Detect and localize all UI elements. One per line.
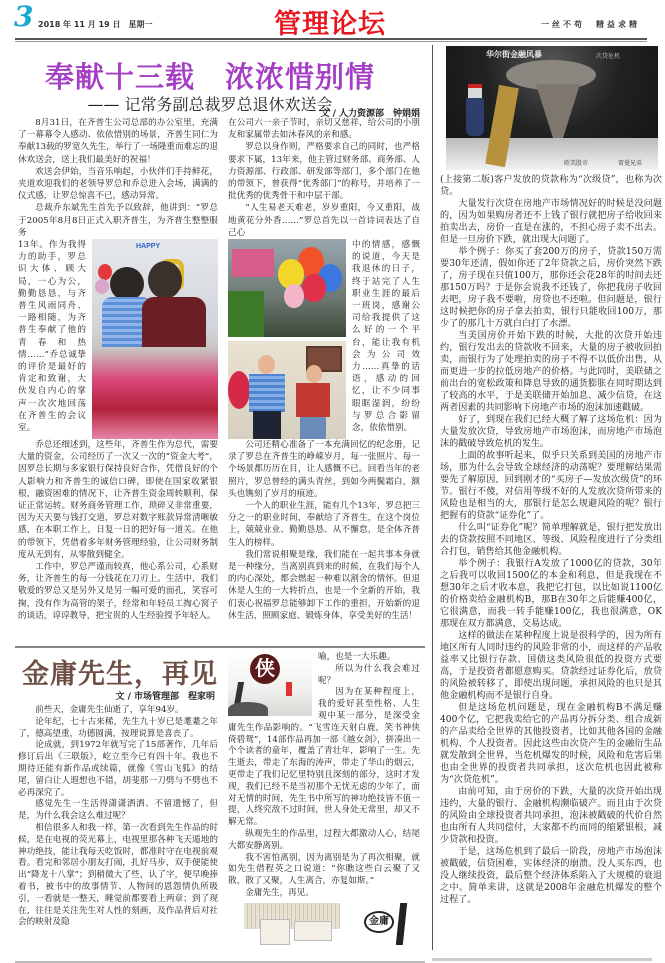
paragraph: 因为在某种程度上，我的爱好甚至性格、人生观中某一部分，是深受金庸先生作品影响的。“飞雪连天射白鹿，笑书神侠倚碧鸳”，14部作品再加一部《越女剑》，拼凑出一个个读者的童年，覆盖了青壮年，影响了一生。先生逝去，带走了东海的涛声，带走了华山的烟云，更带走了我们记忆里特别且深刻的部分，这时才发现，我们已经不是当初那个无忧无虑的少年了，面对无情的时间，先生书中所写的神功绝技皆不值一提，人终究敌不过时间，世人身处无常里，却又不解无常。 xyxy=(228,687,420,828)
screen xyxy=(232,249,274,277)
header-rule-thin xyxy=(15,41,647,42)
paragraph: 总裁乔东斌先生首先予以致辞，他讲到：“罗总于2005年8月8日正式入职齐普生，为齐普生整整服务 xyxy=(18,203,218,238)
paragraph: (上接第二版)客户发放的贷款称为“次级贷”，也称为次贷。 xyxy=(440,175,662,197)
person-head xyxy=(148,261,182,299)
article1-subtitle: —— 记常务副总裁罗总退休欢送会 xyxy=(87,95,333,114)
paragraph: 金庸先生，再见。 xyxy=(245,887,314,898)
paragraph: 工作中，罗总严谨而较真，他心系公司，心系财务，让齐普生的每一分钱花在刀刃上。生活中，我们敬爱的罗总又是另外又是另一幅可爱的面孔，笑容可掬，没有作为高管的架子，经常和年轻员工掏心窝子的谈话，谆谆教导，把宝贵的人生经验授予年轻人。 xyxy=(18,562,218,621)
cartoon-label: 次贷危机 xyxy=(596,54,621,60)
issue-date: 2018 年 11 月 19 日 星期一 xyxy=(38,20,153,29)
bouquet xyxy=(228,371,250,409)
column-divider xyxy=(432,45,433,950)
uncle-sam-hat xyxy=(468,84,482,98)
face xyxy=(306,365,322,383)
person-head xyxy=(110,267,144,301)
paragraph: 前些天，金庸先生仙逝了，享年94岁。 xyxy=(35,705,184,715)
paragraph: “人生易老天难老，岁岁重阳，今又重阳，战地黄花分外香……”罗总首先以一首诗词表达了自己心 xyxy=(228,203,420,238)
paragraph: 当美国房价开始下跌的时候，大批的次贷开始违约，银行发出去的贷款收不回来，大量的房子被收回拍卖，而银行为了处理拍卖的房子不得不以低价出售，从而更进一步的拉低房地产的价格。与此同时，美联储之前出台的宽松政策和降息导致的通货膨胀在同时期达到了较高的水平，于是美联储开始加息、减少信贷，在这两者因素的共同影响下房地产市场的泡沫加速戳破。 xyxy=(440,331,662,413)
brush-stroke xyxy=(396,903,407,945)
trousers xyxy=(253,411,281,439)
uncle-sam-figure xyxy=(466,96,484,136)
book-cover xyxy=(294,921,332,941)
balloon xyxy=(302,274,326,302)
paragraph: 举个例子：我银行A发放了1000亿的贷款，30年之后我可以收回1500亿的本金和利息，但是我现在不想30年之后才收本息，我把它打包，以比如说1100亿的价格卖给金融机构B，那B在30年之后能赚400亿，它很满意，而我一转手能赚100亿，我也很满意，OK那现在双方都满意，交易达成。 xyxy=(440,559,662,629)
paragraph: 感觉先生一生活得潇潇洒洒、不留遗憾了，但是，为什么我会这么难过呢？ xyxy=(18,799,218,822)
paragraph: 纵观先生的作品里，过程大都激动人心，结尾大都安静离别。 xyxy=(228,828,420,851)
section-masthead: 管理论坛 xyxy=(274,9,386,40)
paragraph: 罗总以身作则，严格要求自己的同时，也严格要求下属，13年来，他主管过财务部、商务部、人力资源部、行政部、研发部等部门，多个部门在他的带领下，曾获得“优秀部门”的称号，并培养了一批优秀的优秀骨干和中层干部。 xyxy=(228,142,420,202)
article2-images-row xyxy=(228,903,420,945)
ink-painting-xia xyxy=(228,652,312,716)
cartoon-label: 欧美股市 xyxy=(564,161,589,167)
logo-text: 金庸 xyxy=(364,911,394,933)
paragraph: 所以为什么我会难过呢？ xyxy=(318,663,420,686)
paragraph: 论年纪，七十古来稀，先生九十岁已是耄耋之年了，德高望重，功德圆满，按理说算是喜丧了。 xyxy=(18,716,218,739)
balloon xyxy=(95,279,109,294)
person-shirt-red xyxy=(142,297,206,347)
red-seal xyxy=(286,682,292,696)
page-number: 3 xyxy=(14,0,34,33)
paragraph: 什么叫“证券化”呢？简单理解就是，银行把发放出去的贷款按照不同地区、等级、风险程度进行了分类组合打包，销售给其他金融机构。 xyxy=(440,523,662,557)
photo-farewell-cake xyxy=(92,239,218,439)
article1-column-2 xyxy=(228,117,420,622)
jeans xyxy=(300,417,326,439)
xia-glyph: 侠 xyxy=(250,654,280,684)
paragraph: 好了，到现在我们已经大概了解了这场危机：因为大量发放次贷，导致房地产市场泡沫，而房地产市场泡沫的戳破导致危机的发生。 xyxy=(440,415,662,449)
plant xyxy=(228,291,264,337)
article2-byline: 文 / 市场管理部 程家明 xyxy=(115,692,215,702)
photo-balloons xyxy=(228,239,346,337)
book-collection-image xyxy=(244,903,344,945)
face xyxy=(258,355,275,374)
paragraph: 喻，也是一大乐趣。 xyxy=(318,652,396,662)
paragraph: 我们常说相聚是缘，我们能在一起共事本身就是一种缘分，当离别真到来的时候，在我们每个人的内心深处，都会燃起一种难以割舍的情怀。但退休是人生的一大转折点，也是一个全新的开始，我们衷心祝福罗总能够卸下工作的重担，开始新的退休生活，照顾家庭、锻炼身体，享受美好的生活！ xyxy=(228,549,420,621)
paragraph: 举个例子：你买了套200万的房子，贷款150万需要30年还清，假如你还了2年贷款之后，房价突然下跌了，房子现在只值100万，那你还会花28年的时间去还那150万吗？于是你会说我不还钱了，你把我房子收回去吧，房子我不要啦，房贷也不还啦。但问题是，银行这时候把你的房子拿去拍卖，银行只能收回100万，那少了的那几十万就白白打了水漂。 xyxy=(440,247,662,329)
paragraph: 公司还精心准备了一本充满回忆的纪念册，记录了罗总在齐普生的峥嵘岁月，每一张照片、每一个场景都历历在目，让人感慨不已。回看当年的老照片，罗总曾经的满头青丝，到如今两鬓霜白，额头也镌刻了岁月的痕迹。 xyxy=(228,440,420,499)
paragraph: 中的情感，感慨的说道，今天是我退休的日子，终于站完了人生职业生涯的最后一班岗，感谢公司给我提供了这么好的一个平台，能让我有机会为公司效力……真挚的话语，感动的回忆，让不少同事眼眶湿润，纷纷与罗总合影留念，依依惜别。 xyxy=(352,240,420,434)
article-separator xyxy=(15,646,425,648)
article2-headline: 金庸先生，再见 xyxy=(22,659,218,690)
paragraph: 这样的做法在某种程度上说是很科学的，因为所有地区所有人同时违约的风险非常的小，而这样的产品收益率又比银行存款、国债这类风险很低的投资方式要高，于是投资者都愿意购买。贷款经过证券化后，放贷的风险被转移了，即使出现问题，承担风险的也只是其他金融机构而不是银行自身。 xyxy=(440,631,662,701)
paragraph: 相信很多人和我一样，第一次看到先生作品的时候，是在电视的荧光幕上，电视里那各种飞天遁地的神功绝技，能让我每天吃饭时，都准时守在电视前观看。看完和邻居小朋友打闹，扎好马步，双手便能使出“降龙十八掌”；到稍微大了些，认了字，便早晚捧着书，被书中的故事情节、人物间的恩怨情仇所吸引，一看就是一整天，睡觉前都要看上两章；到了现在，往往是关注先生对人性的刻画，及作品背后对社会的映射及隐 xyxy=(18,822,218,928)
article3-column xyxy=(440,174,662,906)
cardigan-red xyxy=(296,383,330,417)
shirt-blue xyxy=(249,374,285,412)
paragraph: 上面的故事听起来，似乎只关系到美国的房地产市场，那为什么会导致全球经济的动荡呢？要理解结果需要先了解原因，回到刚才的“买房子—发放次级贷”的环节。银行不傻，对信用等级不好的人发放次贷所带来的风险也是相当的大，那银行是怎么规避风险的呢？银行把握有的贷款“证券化”了。 xyxy=(440,451,662,521)
paragraph: 欢送会伊始，当音乐响起，小伙伴们手持鲜花，夹道欢迎我们的老领导罗总和乔总进入会场，满满的仪式感，让罗总惊喜不已，感动异常。 xyxy=(18,166,218,202)
paragraph: 但是这场危机问题是，现在金融机构B不满足赚400个亿，它把我卖给它的产品再分拆分类、组合成新的产品卖给全世界的其他投资者，比如其他各国的金融机构、个人投资者。因此这些由次贷产生的金融衍生品就发散到全世界，当危机爆发的时候，风险和危害后果也由全世界的投资者共同承担，这次危机也因此被称为“次贷危机”。 xyxy=(440,703,662,785)
paragraph: 13年。作为我得力的助手，罗总识大体、顾大局，一心为公，勤勤恳恳，与齐普生风雨同舟、一路相随，为齐普生奉献了他的青春和热情……”乔总诚挚的评价是最好的肯定和致谢，大伙发自内心的掌声一次次地回荡在齐普生的会议室。 xyxy=(18,240,86,434)
article1-column-1 xyxy=(18,117,218,622)
paragraph: 在公司六一亲子节时，亲切又慈祥，给公司的小朋友和家属带去如沐春风的亲和感。 xyxy=(228,118,420,141)
cartoon-title: 华尔街金融风暴 xyxy=(486,50,542,59)
bottom-rule-right xyxy=(432,958,652,961)
paragraph: 大量发行次贷在房地产市场情况好的时候是没问题的，因为如果购房者还不上钱了银行就把房子给收回来拍卖出去，房价一直是在涨的，不担心房子卖不出去。但是一旦房价下跌，就出现大问题了。 xyxy=(440,199,662,245)
jinyong-logo xyxy=(364,903,420,945)
balloon xyxy=(284,284,304,308)
paragraph: 我不害怕离别，因为离别是为了再次相聚，就如先生借程英之口说道：“你瞧这些白云聚了又散，散了又聚，人生离合，亦复如斯。” xyxy=(228,852,420,887)
book-cover xyxy=(260,919,290,945)
paragraph: 论成就，到1972年就写完了15部著作，几年后修订后出《三联版》，屹立至今已有四十年。我也不期待还能有新作品或续篇，就像《雪山飞狐》的结尾，留白让人遐想也不错，胡斐那一刀劈与不劈也不必再深究了。 xyxy=(18,740,218,798)
paragraph: 一个人的职业生涯，能有几个13年，罗总把三分之一的职业时间，奉献给了齐普生，在这个岗位上，兢兢业业、勤勤恳恳、从不懈怠，是全体齐普生人的榜样。 xyxy=(228,501,420,548)
cartoon-financial-storm xyxy=(446,46,658,170)
article2-column-1 xyxy=(18,705,218,929)
paragraph: 于是，这场危机到了最后一阶段，房地产市场泡沫被戳破，信贷困难，实体经济的崩溃。没人买东西，也没人继续投资，最后整个经济体系陷入了大规模的衰退之中。简单来讲，这就是2008年金融危机爆发的整个过程了。 xyxy=(440,847,662,905)
cartoon-label: 雷曼兄弟 xyxy=(618,161,643,167)
photo-banner-text: HAPPY xyxy=(136,243,161,251)
paragraph: 由前可知，由于房价的下跌，大量的次贷开始出现违约，大量的银行、金融机构濒临破产。而且由于次贷的风险由全球投资者共同承担，泡沫被戳破的代价自然也由所有人共同偿付，大家都不约而同的缩紧银根，减少贷款和投资。 xyxy=(440,787,662,845)
rock xyxy=(228,702,268,716)
paragraph: 8月31日，在齐普生公司总部的办公室里，充满了一幕幕令人感动、依依惜别的场景，齐普生同仁为奉献13载的罗宽久先生，举行了一场隆重而难忘的退休欢送会，送上我们最美好的祝福！ xyxy=(18,118,218,165)
photo-group xyxy=(228,341,346,439)
article2-column-2 xyxy=(228,652,420,945)
article1-byline: 文 / 人力资源部 钟娟娟 xyxy=(320,109,420,119)
slogan: 一丝不苟 精益求精 xyxy=(541,20,640,29)
article1-headline: 奉献十三载 浓浓惜别情 xyxy=(44,60,375,94)
paragraph: 乔总还细述到，这些年，齐普生作为总代，需要大量的资金，公司经历了一次又一次的“资金大考”，因罗总长期与多家银行保持良好合作，凭借良好的个人影响力和齐普生的诚信口碑，即使在国家收紧银根，融资困难的情况下，让齐普生资金周转顺利，保证正常运转。财务商务管理工作，琐碎又非常重要，因为天天要与钱打交道，罗总对数字账款异常清晰敏感，在本职工作上，日复一日的把好每一道关。在他的带领下，凭借着多年财务管理经验，让公司财务制度从无到有，从零散到健全。 xyxy=(18,440,218,560)
